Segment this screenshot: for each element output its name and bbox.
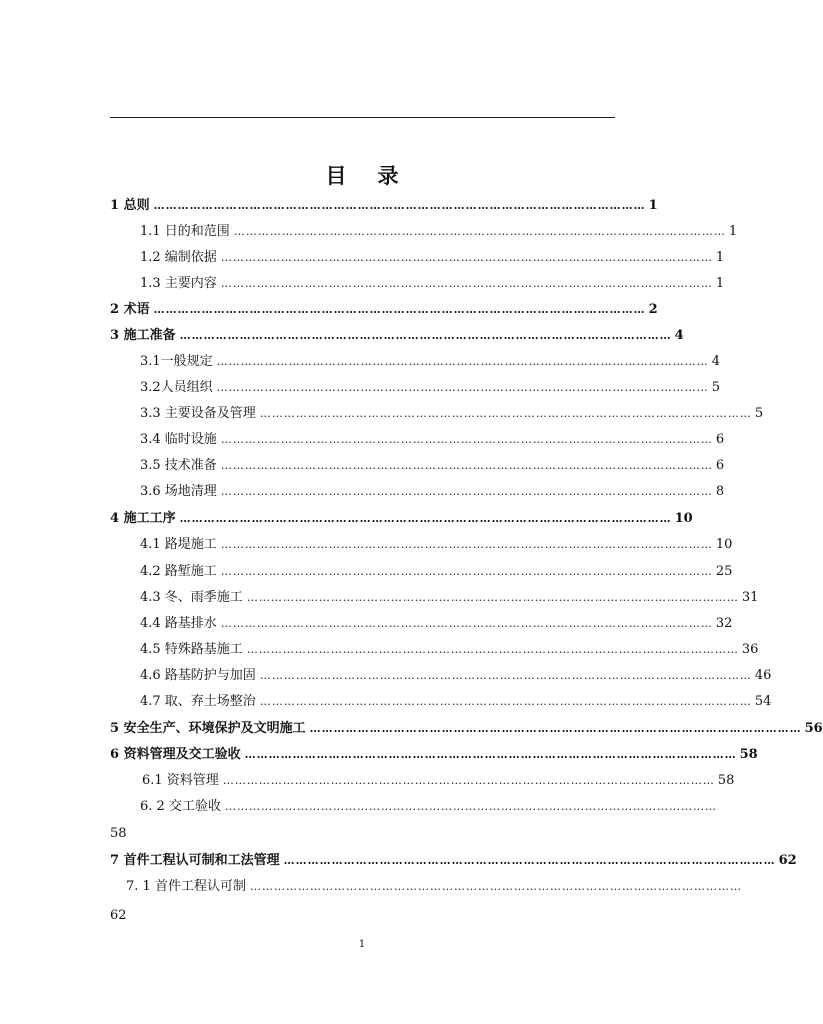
- toc-entry-label: 7. 1 首件工程认可制: [126, 879, 246, 894]
- toc-entry-page: 62: [778, 853, 797, 868]
- toc-entry[interactable]: [140, 404, 764, 424]
- toc-entry-label: 4.2 路堑施工: [140, 564, 217, 579]
- toc-entry-label: 1 总则: [110, 198, 150, 213]
- toc-entry[interactable]: [140, 535, 733, 555]
- toc-leader: ……………………………………………………………………………………………………………: [179, 329, 672, 342]
- toc-entry-label: 1.3 主要内容: [140, 276, 217, 291]
- toc-entry[interactable]: [140, 378, 720, 398]
- toc-entry[interactable]: [140, 352, 720, 372]
- toc-entry-label: 4.3 冬、雨季施工: [140, 590, 243, 605]
- toc-entry[interactable]: [110, 300, 658, 320]
- toc-entry-page: 6: [715, 458, 725, 473]
- toc-entry-page: 1: [715, 250, 725, 265]
- toc-leader: ……………………………………………………………………………………………………………: [246, 643, 739, 656]
- toc-entry-page: 58: [110, 826, 127, 841]
- toc-leader: ……………………………………………………………………………………………………………: [220, 565, 713, 578]
- toc-entry-label: 3.1一般规定: [140, 354, 213, 369]
- toc-entry[interactable]: [110, 719, 823, 739]
- toc-leader: ……………………………………………………………………………………………………………: [259, 695, 752, 708]
- toc-leader: ……………………………………………………………………………………………………………: [179, 512, 672, 525]
- toc-leader: ……………………………………………………………………………………………………………: [246, 591, 739, 604]
- toc-entry-label: 3.2人员组织: [140, 380, 213, 395]
- toc-entry-label: 3.3 主要设备及管理: [140, 406, 256, 421]
- toc-entry-page: 32: [715, 616, 733, 631]
- toc-entry-label: 7 首件工程认可制和工法管理: [110, 853, 280, 868]
- toc-leader: ……………………………………………………………………………………………………………: [153, 199, 646, 212]
- toc-title-char-1: 目: [325, 163, 348, 188]
- toc-entry-label: 3 施工准备: [110, 328, 176, 343]
- toc-leader: ……………………………………………………………………………………………………………: [222, 774, 715, 787]
- toc-entry[interactable]: [110, 745, 758, 765]
- toc-entry-label: 4.4 路基排水: [140, 616, 217, 631]
- toc-entry-page: 4: [711, 354, 720, 369]
- toc-leader: ……………………………………………………………………………………………………………: [220, 459, 713, 472]
- toc-entry[interactable]: [140, 640, 759, 660]
- toc-entry-page: 58: [739, 747, 758, 762]
- toc-entry-page: 1: [648, 198, 658, 213]
- toc-entry[interactable]: [110, 509, 693, 529]
- toc-entry-page: 8: [715, 484, 725, 499]
- toc-entry[interactable]: [140, 482, 725, 502]
- toc-entry-page: 5: [754, 406, 764, 421]
- toc-entry[interactable]: [140, 430, 725, 450]
- toc-entry-page: 36: [741, 642, 759, 657]
- toc-entry[interactable]: [110, 851, 797, 871]
- toc-entry-label: 3.6 场地清理: [140, 484, 217, 499]
- toc-entry[interactable]: [126, 877, 742, 897]
- toc-leader: ……………………………………………………………………………………………………………: [220, 485, 713, 498]
- toc-entry-page: 10: [715, 537, 733, 552]
- toc-leader: ……………………………………………………………………………………………………………: [220, 433, 713, 446]
- toc-leader: ……………………………………………………………………………………………………………: [153, 303, 646, 316]
- toc-entry[interactable]: [140, 614, 733, 634]
- toc-leader: ……………………………………………………………………………………………………………: [216, 355, 709, 368]
- toc-entry-label: 4.5 特殊路基施工: [140, 642, 243, 657]
- toc-entry-page: 4: [674, 328, 684, 343]
- toc-title-char-2: 录: [377, 163, 400, 188]
- toc-leader: ……………………………………………………………………………………………………………: [309, 722, 802, 735]
- toc-entry-page: 10: [674, 511, 693, 526]
- toc-entry[interactable]: [140, 456, 725, 476]
- toc-entry-label: 4.7 取、弃土场整治: [140, 694, 256, 709]
- toc-leader: ……………………………………………………………………………………………………………: [220, 277, 713, 290]
- toc-leader: ……………………………………………………………………………………………………………: [249, 880, 742, 893]
- toc-entry[interactable]: [142, 771, 735, 791]
- toc-entry-page: 62: [110, 908, 127, 923]
- toc-entry[interactable]: [140, 666, 772, 686]
- toc-entry[interactable]: [140, 248, 725, 268]
- toc-entry-page: 31: [741, 590, 759, 605]
- toc-entry-page: 25: [715, 564, 733, 579]
- toc-leader: ……………………………………………………………………………………………………………: [259, 407, 752, 420]
- toc-entry[interactable]: [140, 274, 725, 294]
- toc-entry[interactable]: [110, 326, 684, 346]
- toc-entry-page: 1: [728, 224, 738, 239]
- toc-leader: ……………………………………………………………………………………………………………: [220, 617, 713, 630]
- toc-leader: ……………………………………………………………………………………………………………: [220, 251, 713, 264]
- toc-entry-page: 2: [648, 302, 658, 317]
- toc-entry-label: 6.1 资料管理: [142, 773, 219, 788]
- toc-leader: ……………………………………………………………………………………………………………: [283, 854, 776, 867]
- toc-entry-label: 6. 2 交工验收: [140, 799, 221, 814]
- toc-leader: ……………………………………………………………………………………………………………: [259, 669, 752, 682]
- toc-entry[interactable]: [140, 692, 772, 712]
- toc-entry[interactable]: [140, 797, 717, 817]
- toc-entry-label: 4.6 路基防护与加固: [140, 668, 256, 683]
- toc-leader: ……………………………………………………………………………………………………………: [233, 225, 726, 238]
- toc-entry-label: 4 施工工序: [110, 511, 176, 526]
- toc-leader: ……………………………………………………………………………………………………………: [220, 538, 713, 551]
- footer-page-number: 1: [358, 939, 366, 950]
- toc-entry-page: 6: [715, 432, 725, 447]
- toc-entry-page: 1: [715, 276, 725, 291]
- toc-entry-label: 6 资料管理及交工验收: [110, 747, 241, 762]
- toc-entry-page: 54: [754, 694, 772, 709]
- toc-leader: ……………………………………………………………………………………………………………: [216, 381, 709, 394]
- toc-leader: ……………………………………………………………………………………………………………: [244, 748, 737, 761]
- toc-entry-page: 58: [717, 773, 735, 788]
- toc-leader: ……………………………………………………………………………………………………………: [224, 800, 717, 813]
- toc-entry-page: 56: [804, 721, 823, 736]
- toc-entry-label: 1.2 编制依据: [140, 250, 217, 265]
- toc-entry-label: 2 术语: [110, 302, 150, 317]
- toc-entry[interactable]: [110, 196, 658, 216]
- toc-entry-label: 3.5 技术准备: [140, 458, 217, 473]
- toc-entry-label: 4.1 路堤施工: [140, 537, 217, 552]
- toc-entry[interactable]: [140, 222, 738, 242]
- toc-entry-label: 3.4 临时设施: [140, 432, 217, 447]
- toc-entry-page: 46: [754, 668, 772, 683]
- toc-entry-label: 5 安全生产、环境保护及文明施工: [110, 721, 306, 736]
- toc-entry[interactable]: [140, 562, 733, 582]
- toc-entry-page: 5: [711, 380, 720, 395]
- toc-entry-label: 1.1 日的和范围: [140, 224, 230, 239]
- toc-entry[interactable]: [140, 588, 759, 608]
